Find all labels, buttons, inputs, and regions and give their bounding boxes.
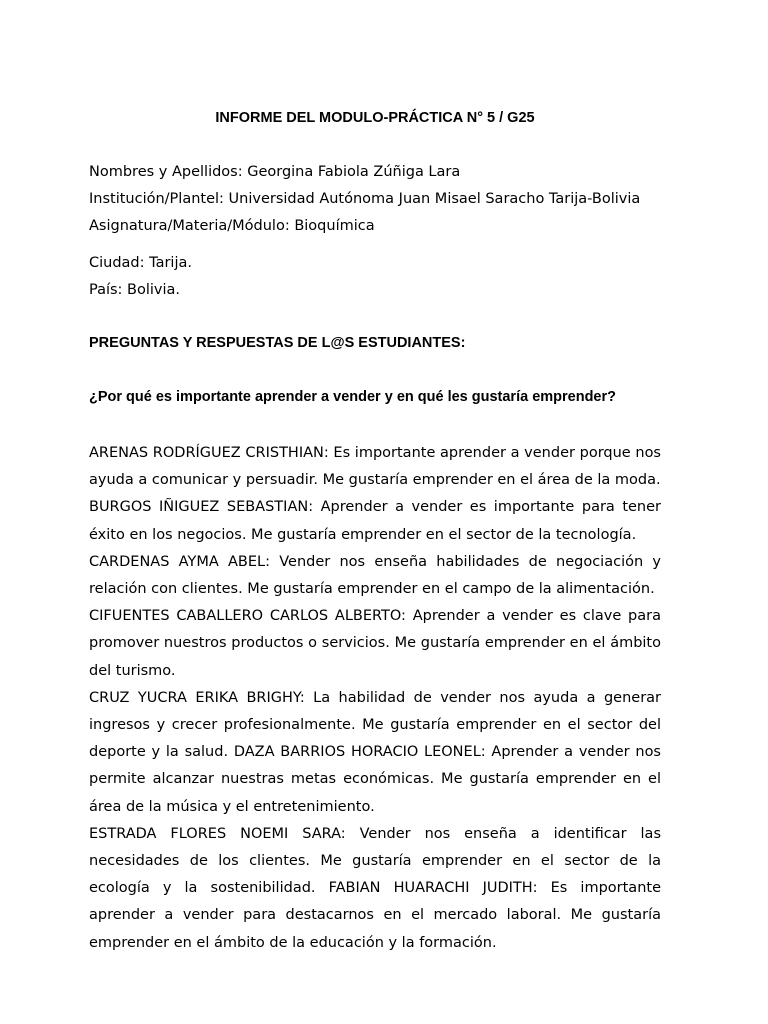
answer-paragraph: CRUZ YUCRA ERIKA BRIGHY: La habilidad de vender nos ayuda a generar ingresos y crecer profesionalmente. Me gustaría emprender en el sector del deporte y la salud. DAZA BARRIOS HORACIO LEONEL: Aprender a vender nos permite alcanzar nuestras metas económicas. Me gustaría emprender en el área de la música y el entretenimiento.	[89, 689, 661, 815]
document-title: INFORME DEL MODULO-PRÁCTICA N° 5 / G25	[215, 110, 535, 126]
answers-body	[89, 440, 661, 957]
asignatura-line: Asignatura/Materia/Módulo: Bioquímica	[89, 218, 375, 234]
pais-line: País: Bolivia.	[89, 282, 181, 298]
answer-paragraph: CIFUENTES CABALLERO CARLOS ALBERTO: Aprender a vender es clave para promover nuestros productos o servicios. Me gustaría emprender en el ámbito del turismo.	[89, 608, 661, 679]
section-heading: PREGUNTAS Y RESPUESTAS DE L@S ESTUDIANTES:	[89, 335, 466, 351]
answer-paragraph: BURGOS IÑIGUEZ SEBASTIAN: Aprender a vender es importante para tener éxito en los negocios. Me gustaría emprender en el sector de la tecnología.	[89, 499, 661, 543]
ciudad-line: Ciudad: Tarija.	[89, 255, 192, 271]
answer-paragraph: CARDENAS AYMA ABEL: Vender nos enseña habilidades de negociación y relación con clientes. Me gustaría emprender en el campo de la alimentación.	[89, 553, 661, 598]
answer-paragraph: ARENAS RODRÍGUEZ CRISTHIAN: Es importante aprender a vender porque nos ayuda a comunicar y persuadir. Me gustaría emprender en el área de la moda.	[89, 445, 661, 489]
nombres-line: Nombres y Apellidos: Georgina Fabiola Zúñiga Lara	[89, 164, 461, 180]
institucion-line: Institución/Plantel: Universidad Autónoma Juan Misael Saracho Tarija-Bolivia	[89, 191, 641, 207]
question-heading: ¿Por qué es importante aprender a vender y en qué les gustaría emprender?	[89, 389, 616, 405]
answer-paragraph: ESTRADA FLORES NOEMI SARA: Vender nos enseña a identificar las necesidades de los clientes. Me gustaría emprender en el sector de la ecología y la sostenibilidad. FABIAN HUARACHI JUDITH: Es importante aprender a vender para destacarnos en el mercado laboral. Me gustaría emprender en el ámbito de la educación y la formación.	[89, 825, 661, 951]
